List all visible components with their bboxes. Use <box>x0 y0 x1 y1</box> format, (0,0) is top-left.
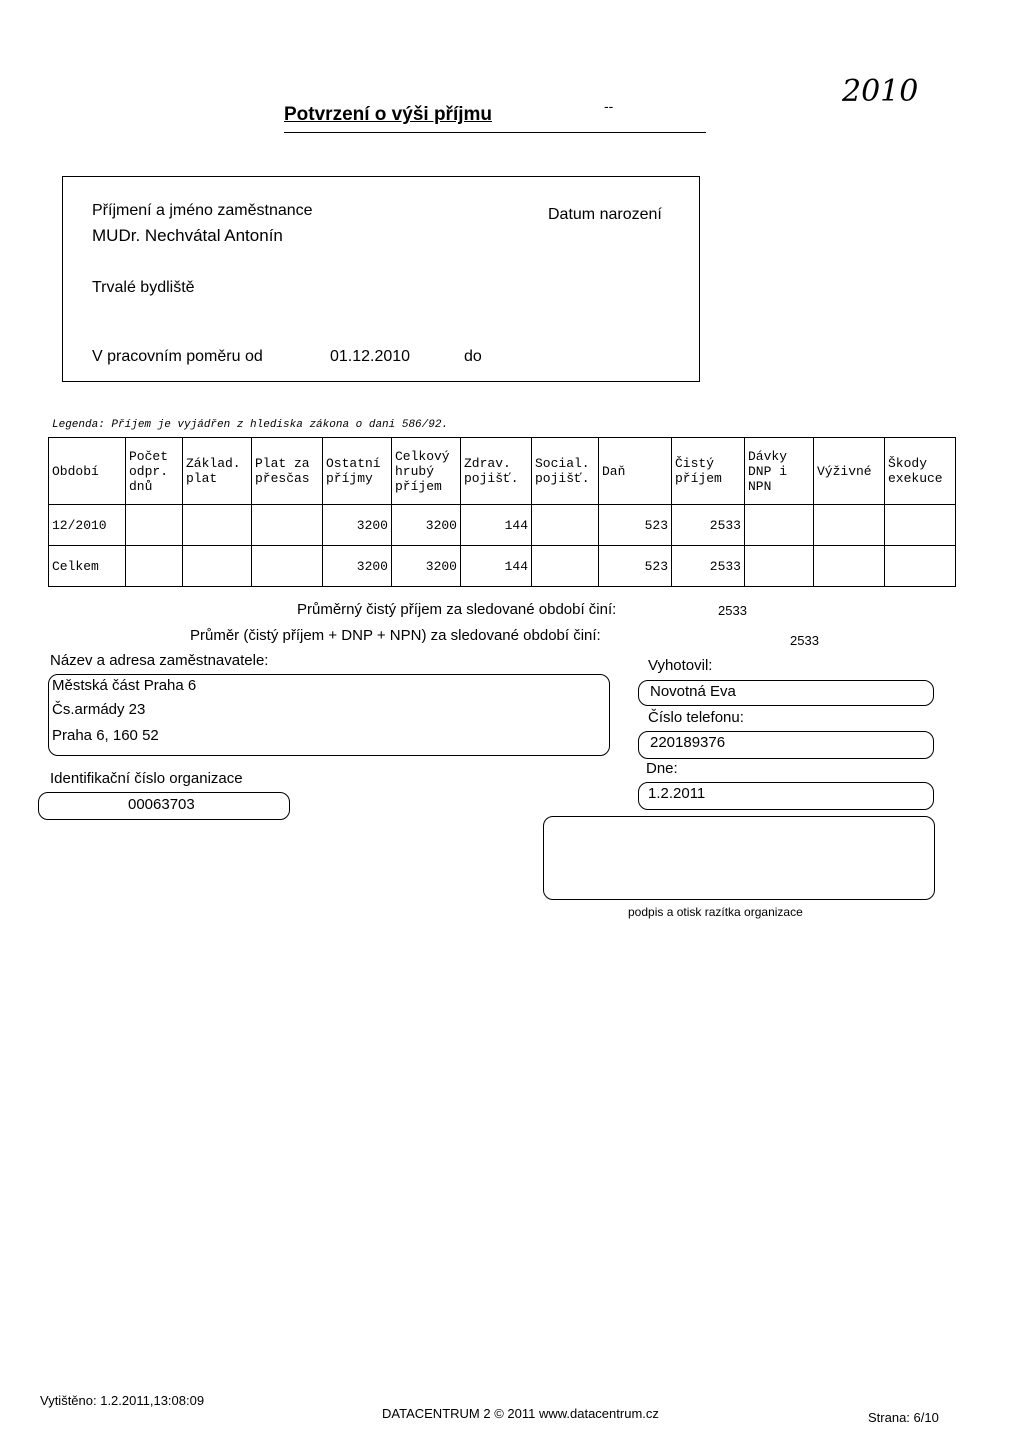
birth-label: Datum narození <box>548 206 662 223</box>
table-cell <box>885 505 956 546</box>
employer-label: Název a adresa zaměstnavatele: <box>50 652 269 669</box>
employment-to-label: do <box>464 348 482 365</box>
header-cell: Ostatní příjmy <box>323 438 392 505</box>
page-number: Strana: 6/10 <box>868 1410 939 1425</box>
income-table <box>48 437 956 587</box>
table-cell <box>745 546 814 587</box>
table-row <box>49 546 956 587</box>
residence-label: Trvalé bydliště <box>92 279 195 296</box>
header-cell: Období <box>49 438 126 505</box>
header-cell: Výživné <box>814 438 885 505</box>
date-value: 1.2.2011 <box>648 785 706 802</box>
avg-income-value: 2533 <box>718 603 747 618</box>
table-cell: 523 <box>599 505 672 546</box>
header-cell: Dávky DNP i NPN <box>745 438 814 505</box>
legend: Legenda: Příjem je vyjádřen z hlediska zákona o dani 586/92. <box>52 419 449 431</box>
header-cell: Zdrav. pojišť. <box>461 438 532 505</box>
header-cell: Daň <box>599 438 672 505</box>
header-cell: Plat za přesčas <box>252 438 323 505</box>
employer-line3: Praha 6, 160 52 <box>52 727 159 744</box>
header-cell: Čistý příjem <box>672 438 745 505</box>
table-cell: 523 <box>599 546 672 587</box>
table-cell <box>183 546 252 587</box>
table-cell <box>532 546 599 587</box>
table-cell: 12/2010 <box>49 505 126 546</box>
table-cell <box>814 505 885 546</box>
table-cell: 3200 <box>323 505 392 546</box>
avg-dnp-value: 2533 <box>790 633 819 648</box>
phone-label: Číslo telefonu: <box>648 709 744 726</box>
table-cell: 144 <box>461 505 532 546</box>
employer-line1: Městská část Praha 6 <box>52 677 197 694</box>
header-cell: Počet odpr. dnů <box>126 438 183 505</box>
table-cell: 3200 <box>323 546 392 587</box>
table-header-row <box>49 438 956 505</box>
header-cell: Základ. plat <box>183 438 252 505</box>
handwritten-year: 2010 <box>842 74 919 109</box>
table-cell: 144 <box>461 546 532 587</box>
vendor-info: DATACENTRUM 2 © 2011 www.datacentrum.cz <box>382 1406 659 1421</box>
avg-dnp-label: Průměr (čistý příjem + DNP + NPN) za sledované období činí: <box>190 627 601 644</box>
name-label: Příjmení a jméno zaměstnance <box>92 202 313 219</box>
signature-box <box>543 816 935 900</box>
employment-from: 01.12.2010 <box>330 348 411 365</box>
table-cell <box>183 505 252 546</box>
table-cell: Celkem <box>49 546 126 587</box>
table-cell <box>885 546 956 587</box>
employer-line2: Čs.armády 23 <box>52 701 146 718</box>
table-cell <box>126 505 183 546</box>
printed-timestamp: Vytištěno: 1.2.2011,13:08:09 <box>40 1393 205 1408</box>
avg-income-label: Průměrný čistý příjem za sledované období činí: <box>297 601 617 618</box>
header-cell: Škody exekuce <box>885 438 956 505</box>
phone-value: 220189376 <box>650 734 726 751</box>
table-cell: 3200 <box>392 505 461 546</box>
header-cell: Celkový hrubý příjem <box>392 438 461 505</box>
org-id-label: Identifikační číslo organizace <box>50 770 243 787</box>
title-underline <box>284 132 706 133</box>
org-id-value: 00063703 <box>128 796 195 813</box>
date-label: Dne: <box>646 760 678 777</box>
table-cell: 3200 <box>392 546 461 587</box>
table-cell <box>532 505 599 546</box>
table-cell <box>252 546 323 587</box>
employee-name: MUDr. Nechvátal Antonín <box>92 226 283 245</box>
table-cell <box>126 546 183 587</box>
header-cell: Social. pojišť. <box>532 438 599 505</box>
table-cell <box>252 505 323 546</box>
table-cell: 2533 <box>672 505 745 546</box>
page-title: Potvrzení o výši příjmu <box>284 104 492 125</box>
table-cell <box>814 546 885 587</box>
prepared-by-value: Novotná Eva <box>650 683 736 700</box>
signature-caption: podpis a otisk razítka organizace <box>628 905 803 919</box>
dash-mark: -- <box>604 98 614 114</box>
table-row <box>49 505 956 546</box>
prepared-by-label: Vyhotovil: <box>648 657 713 674</box>
table-cell: 2533 <box>672 546 745 587</box>
table-cell <box>745 505 814 546</box>
employment-label: V pracovním poměru od <box>92 348 263 365</box>
